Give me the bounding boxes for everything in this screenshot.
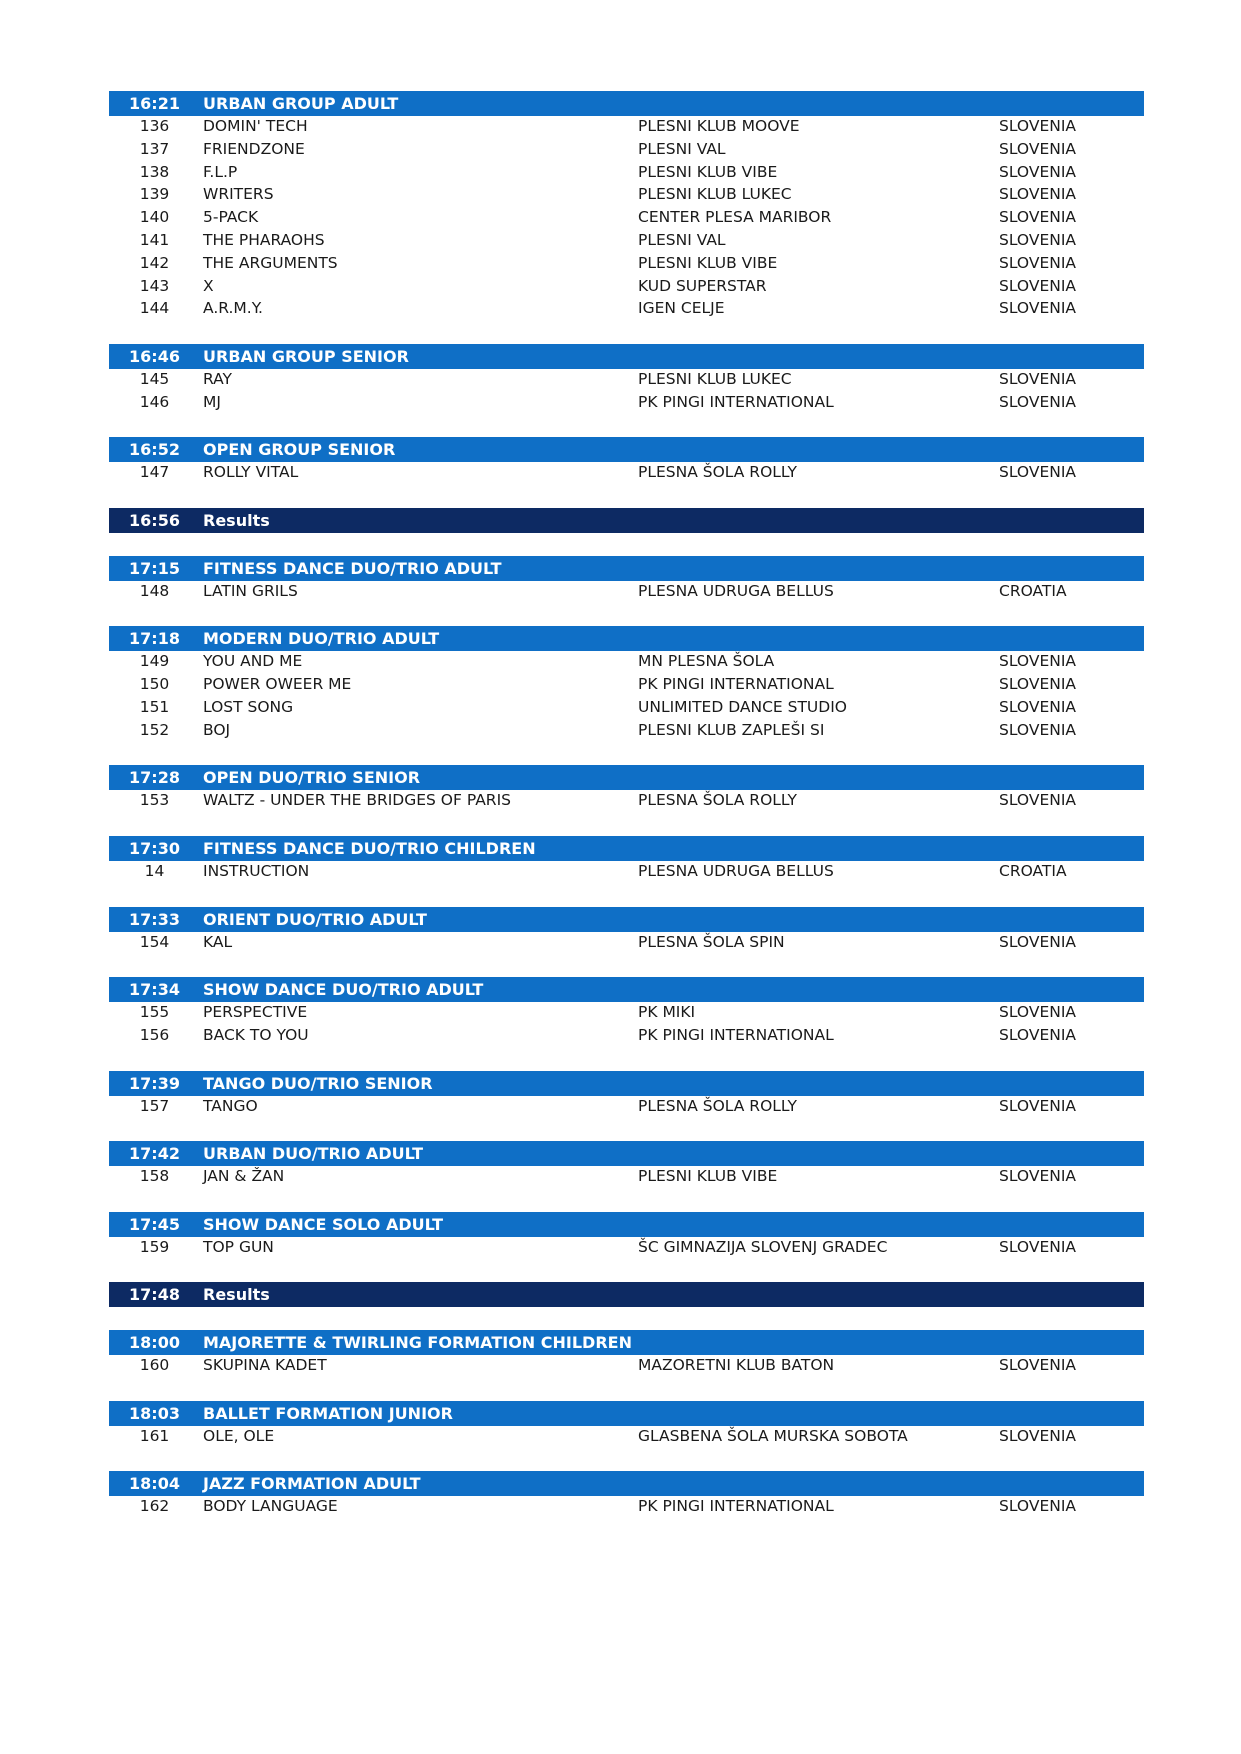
entry-number: 14 xyxy=(144,862,165,880)
category-header xyxy=(109,437,1144,462)
section-category: URBAN DUO/TRIO ADULT xyxy=(203,1144,424,1164)
entry-number: 138 xyxy=(139,162,170,181)
entry-row xyxy=(109,460,1144,485)
entry-number: 159 xyxy=(139,1237,170,1256)
section-time: 17:28 xyxy=(129,768,180,788)
entry-club: PK PINGI INTERNATIONAL xyxy=(638,1026,834,1044)
entry-row xyxy=(109,718,1144,743)
entry-number: 156 xyxy=(139,1026,170,1044)
entry-number: 146 xyxy=(139,392,170,411)
results-header xyxy=(109,508,1144,533)
entry-country: SLOVENIA xyxy=(999,463,1077,482)
entry-club: PK PINGI INTERNATIONAL xyxy=(638,1497,834,1516)
category-header xyxy=(109,907,1144,932)
entry-country: SLOVENIA xyxy=(999,370,1077,388)
section-category: FITNESS DANCE DUO/TRIO ADULT xyxy=(203,558,502,578)
entry-name: 5-PACK xyxy=(203,208,259,227)
entry-number: 151 xyxy=(139,698,170,716)
section-category: OPEN DUO/TRIO SENIOR xyxy=(203,768,421,788)
section-time: 17:34 xyxy=(129,980,180,1000)
entry-row xyxy=(109,1164,1144,1189)
category-header xyxy=(109,765,1144,790)
entry-name: F.L.P xyxy=(203,162,238,181)
entry-number: 147 xyxy=(139,463,170,482)
entry-row xyxy=(109,672,1144,697)
entry-club: PLESNA ŠOLA ROLLY xyxy=(638,463,797,482)
entry-row xyxy=(109,859,1144,884)
entry-name: TOP GUN xyxy=(203,1237,274,1256)
section-time: 17:39 xyxy=(129,1073,180,1093)
entry-row xyxy=(109,930,1144,955)
entry-club: PLESNA ŠOLA ROLLY xyxy=(638,1096,797,1115)
entry-club: PLESNI VAL xyxy=(638,139,726,158)
entry-club: PLESNA ŠOLA ROLLY xyxy=(638,791,797,810)
entry-name: ROLLY VITAL xyxy=(203,463,299,482)
entry-club: CENTER PLESA MARIBOR xyxy=(638,208,832,227)
results-header xyxy=(109,1282,1144,1307)
entry-row xyxy=(109,160,1144,185)
entry-row xyxy=(109,137,1144,162)
entry-name: POWER OWEER ME xyxy=(203,675,352,694)
entry-club: PLESNI KLUB VIBE xyxy=(638,1167,778,1186)
entry-club: PK PINGI INTERNATIONAL xyxy=(638,675,834,694)
entry-name: BACK TO YOU xyxy=(203,1026,309,1044)
entry-name: DOMIN' TECH xyxy=(203,117,308,135)
category-header xyxy=(109,1212,1144,1237)
entry-country: SLOVENIA xyxy=(999,1426,1077,1445)
entry-number: 153 xyxy=(139,791,170,810)
entry-number: 150 xyxy=(139,675,170,694)
category-header xyxy=(109,626,1144,651)
entry-number: 142 xyxy=(139,253,170,272)
entry-row xyxy=(109,296,1144,321)
entry-country: SLOVENIA xyxy=(999,675,1077,694)
entry-name: KAL xyxy=(203,932,233,951)
entry-country: SLOVENIA xyxy=(999,1237,1077,1256)
section-time: 18:03 xyxy=(129,1403,180,1423)
entry-country: SLOVENIA xyxy=(999,253,1077,272)
section-time: 16:21 xyxy=(129,94,180,113)
section-category: URBAN GROUP SENIOR xyxy=(203,347,409,366)
entry-country: SLOVENIA xyxy=(999,1096,1077,1115)
entry-name: MJ xyxy=(203,392,221,411)
entry-name: SKUPINA KADET xyxy=(203,1356,327,1375)
entry-row xyxy=(109,1023,1144,1048)
entry-country: SLOVENIA xyxy=(999,720,1077,739)
entry-row xyxy=(109,228,1144,253)
entry-row xyxy=(109,1353,1144,1378)
entry-country: SLOVENIA xyxy=(999,791,1077,810)
entry-number: 143 xyxy=(139,276,170,295)
section-category: SHOW DANCE DUO/TRIO ADULT xyxy=(203,980,484,1000)
entry-number: 149 xyxy=(139,652,170,671)
entry-country: SLOVENIA xyxy=(999,299,1077,318)
category-header xyxy=(109,1330,1144,1355)
section-time: 17:15 xyxy=(129,558,180,578)
entry-name: A.R.M.Y. xyxy=(203,299,263,318)
entry-name: THE ARGUMENTS xyxy=(203,253,338,272)
entry-number: 152 xyxy=(139,720,170,739)
entry-name: THE PHARAOHS xyxy=(203,231,325,249)
entry-row xyxy=(109,251,1144,276)
entry-name: BODY LANGUAGE xyxy=(203,1497,338,1516)
entry-country: SLOVENIA xyxy=(999,231,1077,249)
entry-club: PLESNA UDRUGA BELLUS xyxy=(638,581,834,600)
category-header xyxy=(109,1401,1144,1426)
section-category: Results xyxy=(203,1285,270,1305)
section-time: 17:48 xyxy=(129,1285,180,1305)
entry-row xyxy=(109,1235,1144,1260)
entry-club: GLASBENA ŠOLA MURSKA SOBOTA xyxy=(638,1426,908,1445)
entry-number: 137 xyxy=(139,139,170,158)
entry-country: SLOVENIA xyxy=(999,698,1077,716)
entry-name: WRITERS xyxy=(203,185,274,204)
category-header xyxy=(109,344,1144,369)
entry-club: PLESNI KLUB LUKEC xyxy=(638,185,792,204)
entry-name: X xyxy=(203,276,214,295)
entry-row xyxy=(109,274,1144,299)
entry-club: UNLIMITED DANCE STUDIO xyxy=(638,698,847,716)
entry-row xyxy=(109,788,1144,813)
entry-number: 141 xyxy=(139,231,170,249)
category-header xyxy=(109,977,1144,1002)
entry-number: 140 xyxy=(139,208,170,227)
entry-country: SLOVENIA xyxy=(999,652,1077,671)
entry-row xyxy=(109,1000,1144,1025)
entry-row xyxy=(109,114,1144,139)
category-header xyxy=(109,1071,1144,1096)
entry-number: 145 xyxy=(139,370,170,388)
section-time: 17:18 xyxy=(129,629,180,649)
section-category: OPEN GROUP SENIOR xyxy=(203,440,396,460)
entry-number: 161 xyxy=(139,1426,170,1445)
entry-row xyxy=(109,1424,1144,1449)
entry-name: OLE, OLE xyxy=(203,1426,275,1445)
entry-name: WALTZ - UNDER THE BRIDGES OF PARIS xyxy=(203,791,511,810)
entry-name: INSTRUCTION xyxy=(203,862,310,880)
entry-number: 136 xyxy=(139,117,170,135)
entry-country: SLOVENIA xyxy=(999,139,1077,158)
section-time: 18:00 xyxy=(129,1333,180,1353)
entry-club: MAZORETNI KLUB BATON xyxy=(638,1356,835,1375)
section-category: MODERN DUO/TRIO ADULT xyxy=(203,629,440,649)
entry-country: SLOVENIA xyxy=(999,1167,1077,1186)
entry-name: JAN & ŽAN xyxy=(203,1167,285,1186)
entry-name: LOST SONG xyxy=(203,698,294,716)
section-category: TANGO DUO/TRIO SENIOR xyxy=(203,1073,433,1093)
entry-club: IGEN CELJE xyxy=(638,299,725,318)
entry-number: 154 xyxy=(139,932,170,951)
entry-number: 160 xyxy=(139,1356,170,1375)
entry-club: PLESNI KLUB VIBE xyxy=(638,162,778,181)
section-time: 18:04 xyxy=(129,1474,180,1494)
section-category: URBAN GROUP ADULT xyxy=(203,94,399,113)
entry-club: PLESNI KLUB LUKEC xyxy=(638,370,792,388)
section-category: FITNESS DANCE DUO/TRIO CHILDREN xyxy=(203,839,536,858)
section-time: 17:42 xyxy=(129,1144,180,1164)
entry-country: SLOVENIA xyxy=(999,185,1077,204)
section-category: Results xyxy=(203,511,270,530)
entry-country: SLOVENIA xyxy=(999,392,1077,411)
entry-country: CROATIA xyxy=(999,862,1067,880)
entry-club: PLESNA UDRUGA BELLUS xyxy=(638,862,834,880)
entry-row xyxy=(109,367,1144,392)
entry-number: 139 xyxy=(139,185,170,204)
entry-country: SLOVENIA xyxy=(999,208,1077,227)
section-category: SHOW DANCE SOLO ADULT xyxy=(203,1214,444,1234)
entry-country: SLOVENIA xyxy=(999,1026,1077,1044)
entry-number: 158 xyxy=(139,1167,170,1186)
entry-row xyxy=(109,695,1144,720)
entry-row xyxy=(109,579,1144,604)
category-header xyxy=(109,91,1144,116)
entry-number: 144 xyxy=(139,299,170,318)
entry-country: SLOVENIA xyxy=(999,1356,1077,1375)
entry-country: SLOVENIA xyxy=(999,1003,1077,1022)
entry-number: 157 xyxy=(139,1096,170,1115)
entry-country: SLOVENIA xyxy=(999,276,1077,295)
entry-row xyxy=(109,649,1144,674)
category-header xyxy=(109,556,1144,581)
entry-number: 162 xyxy=(139,1497,170,1516)
entry-name: YOU AND ME xyxy=(203,652,303,671)
entry-row xyxy=(109,182,1144,207)
entry-country: SLOVENIA xyxy=(999,162,1077,181)
section-time: 17:33 xyxy=(129,909,180,929)
entry-number: 155 xyxy=(139,1003,170,1022)
category-header xyxy=(109,836,1144,861)
entry-club: ŠC GIMNAZIJA SLOVENJ GRADEC xyxy=(638,1237,888,1256)
entry-name: RAY xyxy=(203,370,233,388)
entry-name: PERSPECTIVE xyxy=(203,1003,308,1022)
entry-number: 148 xyxy=(139,581,170,600)
section-time: 16:52 xyxy=(129,440,180,460)
section-category: BALLET FORMATION JUNIOR xyxy=(203,1403,453,1423)
entry-name: FRIENDZONE xyxy=(203,139,305,158)
entry-club: PLESNI VAL xyxy=(638,231,726,249)
entry-club: PLESNI KLUB VIBE xyxy=(638,253,778,272)
entry-name: TANGO xyxy=(203,1096,258,1115)
entry-club: PK PINGI INTERNATIONAL xyxy=(638,392,834,411)
entry-country: SLOVENIA xyxy=(999,117,1077,135)
section-time: 17:45 xyxy=(129,1214,180,1234)
category-header xyxy=(109,1471,1144,1496)
entry-club: KUD SUPERSTAR xyxy=(638,276,767,295)
section-time: 16:56 xyxy=(129,511,180,530)
entry-country: SLOVENIA xyxy=(999,932,1077,951)
entry-row xyxy=(109,1094,1144,1119)
section-time: 17:30 xyxy=(129,839,180,858)
section-category: JAZZ FORMATION ADULT xyxy=(203,1474,421,1494)
category-header xyxy=(109,1141,1144,1166)
entry-country: CROATIA xyxy=(999,581,1067,600)
entry-row xyxy=(109,1494,1144,1519)
section-category: ORIENT DUO/TRIO ADULT xyxy=(203,909,427,929)
entry-club: PLESNI KLUB MOOVE xyxy=(638,117,800,135)
entry-club: MN PLESNA ŠOLA xyxy=(638,652,775,671)
entry-name: BOJ xyxy=(203,720,231,739)
entry-country: SLOVENIA xyxy=(999,1497,1077,1516)
entry-club: PLESNI KLUB ZAPLEŠI SI xyxy=(638,720,825,739)
section-category: MAJORETTE & TWIRLING FORMATION CHILDREN xyxy=(203,1333,632,1353)
entry-club: PK MIKI xyxy=(638,1003,696,1022)
entry-name: LATIN GRILS xyxy=(203,581,298,600)
entry-row xyxy=(109,205,1144,230)
entry-club: PLESNA ŠOLA SPIN xyxy=(638,932,785,951)
entry-row xyxy=(109,390,1144,415)
section-time: 16:46 xyxy=(129,347,180,366)
